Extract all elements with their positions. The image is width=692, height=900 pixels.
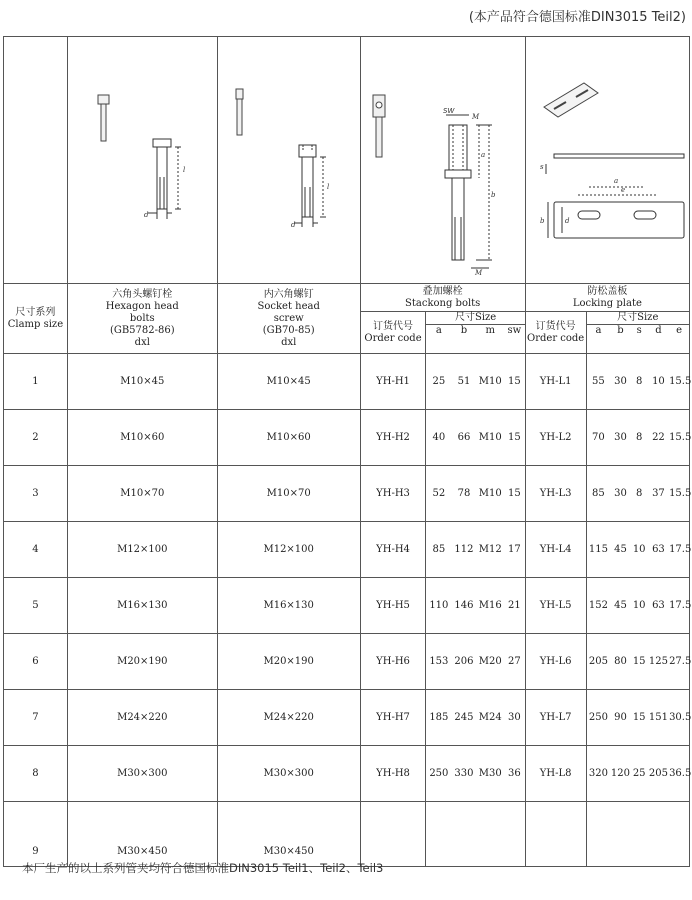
stack-bolt-header: 叠加螺栓 Stackong bolts (360, 284, 525, 312)
lock-d-cell: 10 (648, 354, 669, 410)
label-d: d (143, 211, 149, 219)
lock-order-code-cell (525, 802, 586, 867)
lock-order-code-cell: YH-L3 (525, 466, 586, 522)
lock-e-cell: 17.5 (669, 578, 689, 634)
stack-order-code-cell: YH-H6 (360, 634, 426, 690)
lock-order-code-cell: YH-L8 (525, 746, 586, 802)
lock-s-cell: 8 (631, 354, 648, 410)
lock-a-cell: 70 (586, 410, 610, 466)
lock-e-cell: 30.5 (669, 690, 689, 746)
col-lock-a: a (586, 325, 610, 354)
lock-a-cell: 85 (586, 466, 610, 522)
locking-plate-diagram-cell (525, 37, 689, 284)
lock-a-cell: 152 (586, 578, 610, 634)
col-stack-b: b (451, 325, 476, 354)
lock-a-cell: 250 (586, 690, 610, 746)
size-cell: 5 (4, 578, 68, 634)
stack-sw-cell: 36 (504, 746, 525, 802)
table-row (4, 690, 690, 746)
table-row (4, 634, 690, 690)
stack-a-cell (426, 802, 451, 867)
stack-a-cell: 40 (426, 410, 451, 466)
lock-d-cell: 125 (648, 634, 669, 690)
lock-b-cell: 45 (610, 522, 630, 578)
lock-e-cell: 15.5 (669, 466, 689, 522)
stack-m-cell: M30 (477, 746, 504, 802)
socket-screw-icon (218, 37, 359, 283)
lock-b-cell (610, 802, 630, 867)
stack-order-code-cell: YH-H1 (360, 354, 426, 410)
lock-d-cell: 151 (648, 690, 669, 746)
stack-order-code-header: 订货代号 Order code (360, 312, 426, 354)
label-e: e (620, 186, 625, 194)
table-row (4, 578, 690, 634)
socket-screw-cell: M24×220 (217, 690, 360, 746)
socket-screw-cell: M16×130 (217, 578, 360, 634)
stack-a-cell: 110 (426, 578, 451, 634)
label-a-plate: a (613, 177, 618, 185)
size-cell: 2 (4, 410, 68, 466)
table-row (4, 802, 690, 867)
label-s: s (539, 163, 544, 171)
lock-order-code-cell: YH-L1 (525, 354, 586, 410)
lock-a-cell: 115 (586, 522, 610, 578)
label-m-top: M (471, 113, 479, 121)
standard-note: (本产品符合德国标准DIN3015 Teil2) (468, 10, 686, 25)
stack-a-cell: 185 (426, 690, 451, 746)
size-cell: 9 (4, 802, 68, 867)
lock-order-code-cell: YH-L5 (525, 578, 586, 634)
stack-bolt-icon (361, 37, 529, 283)
footer-note: 本厂生产的以上系列管夹均符合德国标准DIN3015 Teil1、Teil2、Teil3 (22, 861, 384, 875)
stack-b-cell: 66 (451, 410, 476, 466)
size-cell: 8 (4, 746, 68, 802)
hex-bolt-cell: M30×300 (67, 746, 217, 802)
socket-screw-cell: M30×450 (217, 802, 360, 867)
col-lock-b: b (610, 325, 630, 354)
hex-bolt-diagram-cell (67, 37, 217, 284)
diagram-blank-cell (4, 37, 68, 284)
socket-screw-diagram-cell (217, 37, 360, 284)
lock-e-cell: 36.5 (669, 746, 689, 802)
lock-b-cell: 30 (610, 410, 630, 466)
hex-bolt-icon (68, 37, 216, 283)
stack-order-code-cell: YH-H7 (360, 690, 426, 746)
lock-order-code-header: 订货代号 Order code (525, 312, 586, 354)
label-a: a (480, 151, 485, 159)
stack-m-cell (477, 802, 504, 867)
stack-sw-cell: 15 (504, 466, 525, 522)
socket-screw-cell: M12×100 (217, 522, 360, 578)
stack-order-code-cell: YH-H5 (360, 578, 426, 634)
col-stack-m: m (477, 325, 504, 354)
socket-screw-cell: M30×300 (217, 746, 360, 802)
col-stack-sw: sw (504, 325, 525, 354)
stack-b-cell: 78 (451, 466, 476, 522)
stack-m-cell: M24 (477, 690, 504, 746)
hex-bolt-cell: M24×220 (67, 690, 217, 746)
col-stack-a: a (426, 325, 451, 354)
label-d-plate: d (564, 217, 570, 225)
stack-b-cell: 206 (451, 634, 476, 690)
size-cell: 3 (4, 466, 68, 522)
stack-m-cell: M10 (477, 410, 504, 466)
stack-b-cell: 245 (451, 690, 476, 746)
socket-screw-cell: M10×60 (217, 410, 360, 466)
lock-b-cell: 30 (610, 354, 630, 410)
lock-a-cell: 55 (586, 354, 610, 410)
stack-m-cell: M10 (477, 466, 504, 522)
lock-s-cell: 8 (631, 466, 648, 522)
stack-m-cell: M12 (477, 522, 504, 578)
lock-s-cell: 10 (631, 578, 648, 634)
stack-a-cell: 250 (426, 746, 451, 802)
socket-screw-cell: M10×70 (217, 466, 360, 522)
lock-a-cell (586, 802, 610, 867)
socket-screw-header: 内六角螺钉 Socket head screw (GB70-85) dxl (217, 284, 360, 354)
stack-m-cell: M10 (477, 354, 504, 410)
col-lock-s: s (631, 325, 648, 354)
diagram-row (4, 37, 690, 284)
stack-order-code-cell: YH-H3 (360, 466, 426, 522)
lock-d-cell: 63 (648, 522, 669, 578)
lock-b-cell: 30 (610, 466, 630, 522)
lock-e-cell: 15.5 (669, 410, 689, 466)
lock-d-cell: 205 (648, 746, 669, 802)
col-lock-e: e (669, 325, 689, 354)
lock-s-cell: 10 (631, 522, 648, 578)
lock-order-code-cell: YH-L2 (525, 410, 586, 466)
lock-order-code-cell: YH-L6 (525, 634, 586, 690)
stack-b-cell: 330 (451, 746, 476, 802)
label-l: l (182, 166, 186, 174)
table-row (4, 522, 690, 578)
lock-d-cell: 22 (648, 410, 669, 466)
stack-sw-cell: 15 (504, 410, 525, 466)
lock-e-cell (669, 802, 689, 867)
label-m: M (474, 269, 482, 277)
hex-bolt-cell: M10×45 (67, 354, 217, 410)
lock-a-cell: 205 (586, 634, 610, 690)
hex-bolt-cell: M12×100 (67, 522, 217, 578)
locking-plate-header: 防松盖板 Locking plate (525, 284, 689, 312)
size-cell: 1 (4, 354, 68, 410)
stack-sw-cell: 17 (504, 522, 525, 578)
socket-screw-cell: M10×45 (217, 354, 360, 410)
stack-m-cell: M16 (477, 578, 504, 634)
lock-size-header: 尺寸Size (586, 312, 689, 325)
stack-b-cell: 146 (451, 578, 476, 634)
hex-bolt-cell: M10×60 (67, 410, 217, 466)
label-sw: SW (442, 107, 454, 115)
label-b-plate: b (539, 217, 545, 225)
lock-s-cell (631, 802, 648, 867)
header-row (4, 284, 690, 312)
stack-sw-cell (504, 802, 525, 867)
spec-table (3, 36, 690, 867)
label-b: b (490, 191, 496, 199)
lock-order-code-cell: YH-L4 (525, 522, 586, 578)
stack-order-code-cell: YH-H4 (360, 522, 426, 578)
stack-sw-cell: 21 (504, 578, 525, 634)
stack-a-cell: 52 (426, 466, 451, 522)
lock-s-cell: 8 (631, 410, 648, 466)
table-row (4, 410, 690, 466)
label-d2: d (290, 221, 296, 229)
size-cell: 7 (4, 690, 68, 746)
lock-a-cell: 320 (586, 746, 610, 802)
stack-order-code-cell: YH-H2 (360, 410, 426, 466)
lock-e-cell: 17.5 (669, 522, 689, 578)
hex-bolt-cell: M10×70 (67, 466, 217, 522)
stack-m-cell: M20 (477, 634, 504, 690)
socket-screw-cell: M20×190 (217, 634, 360, 690)
lock-d-cell: 63 (648, 578, 669, 634)
size-cell: 4 (4, 522, 68, 578)
stack-a-cell: 153 (426, 634, 451, 690)
lock-d-cell (648, 802, 669, 867)
lock-b-cell: 45 (610, 578, 630, 634)
locking-plate-icon (526, 37, 688, 283)
table-row (4, 354, 690, 410)
lock-b-cell: 80 (610, 634, 630, 690)
hex-bolt-header: 六角头螺钉栓 Hexagon head bolts (GB5782-86) dxl (67, 284, 217, 354)
lock-s-cell: 15 (631, 634, 648, 690)
stack-bolt-diagram-cell (360, 37, 525, 284)
col-lock-d: d (648, 325, 669, 354)
lock-s-cell: 15 (631, 690, 648, 746)
stack-b-cell: 112 (451, 522, 476, 578)
size-cell: 6 (4, 634, 68, 690)
stack-b-cell (451, 802, 476, 867)
size-header: 尺寸系列 Clamp size (4, 284, 68, 354)
hex-bolt-cell: M30×450 (67, 802, 217, 867)
lock-b-cell: 90 (610, 690, 630, 746)
table-row (4, 746, 690, 802)
lock-order-code-cell: YH-L7 (525, 690, 586, 746)
lock-d-cell: 37 (648, 466, 669, 522)
hex-bolt-cell: M20×190 (67, 634, 217, 690)
label-l2: l (326, 183, 330, 191)
lock-e-cell: 15.5 (669, 354, 689, 410)
stack-order-code-cell: YH-H8 (360, 746, 426, 802)
lock-b-cell: 120 (610, 746, 630, 802)
stack-a-cell: 25 (426, 354, 451, 410)
table-row (4, 466, 690, 522)
stack-sw-cell: 27 (504, 634, 525, 690)
lock-e-cell: 27.5 (669, 634, 689, 690)
lock-s-cell: 25 (631, 746, 648, 802)
stack-b-cell: 51 (451, 354, 476, 410)
stack-a-cell: 85 (426, 522, 451, 578)
stack-size-header: 尺寸Size (426, 312, 525, 325)
stack-order-code-cell (360, 802, 426, 867)
hex-bolt-cell: M16×130 (67, 578, 217, 634)
stack-sw-cell: 30 (504, 690, 525, 746)
stack-sw-cell: 15 (504, 354, 525, 410)
